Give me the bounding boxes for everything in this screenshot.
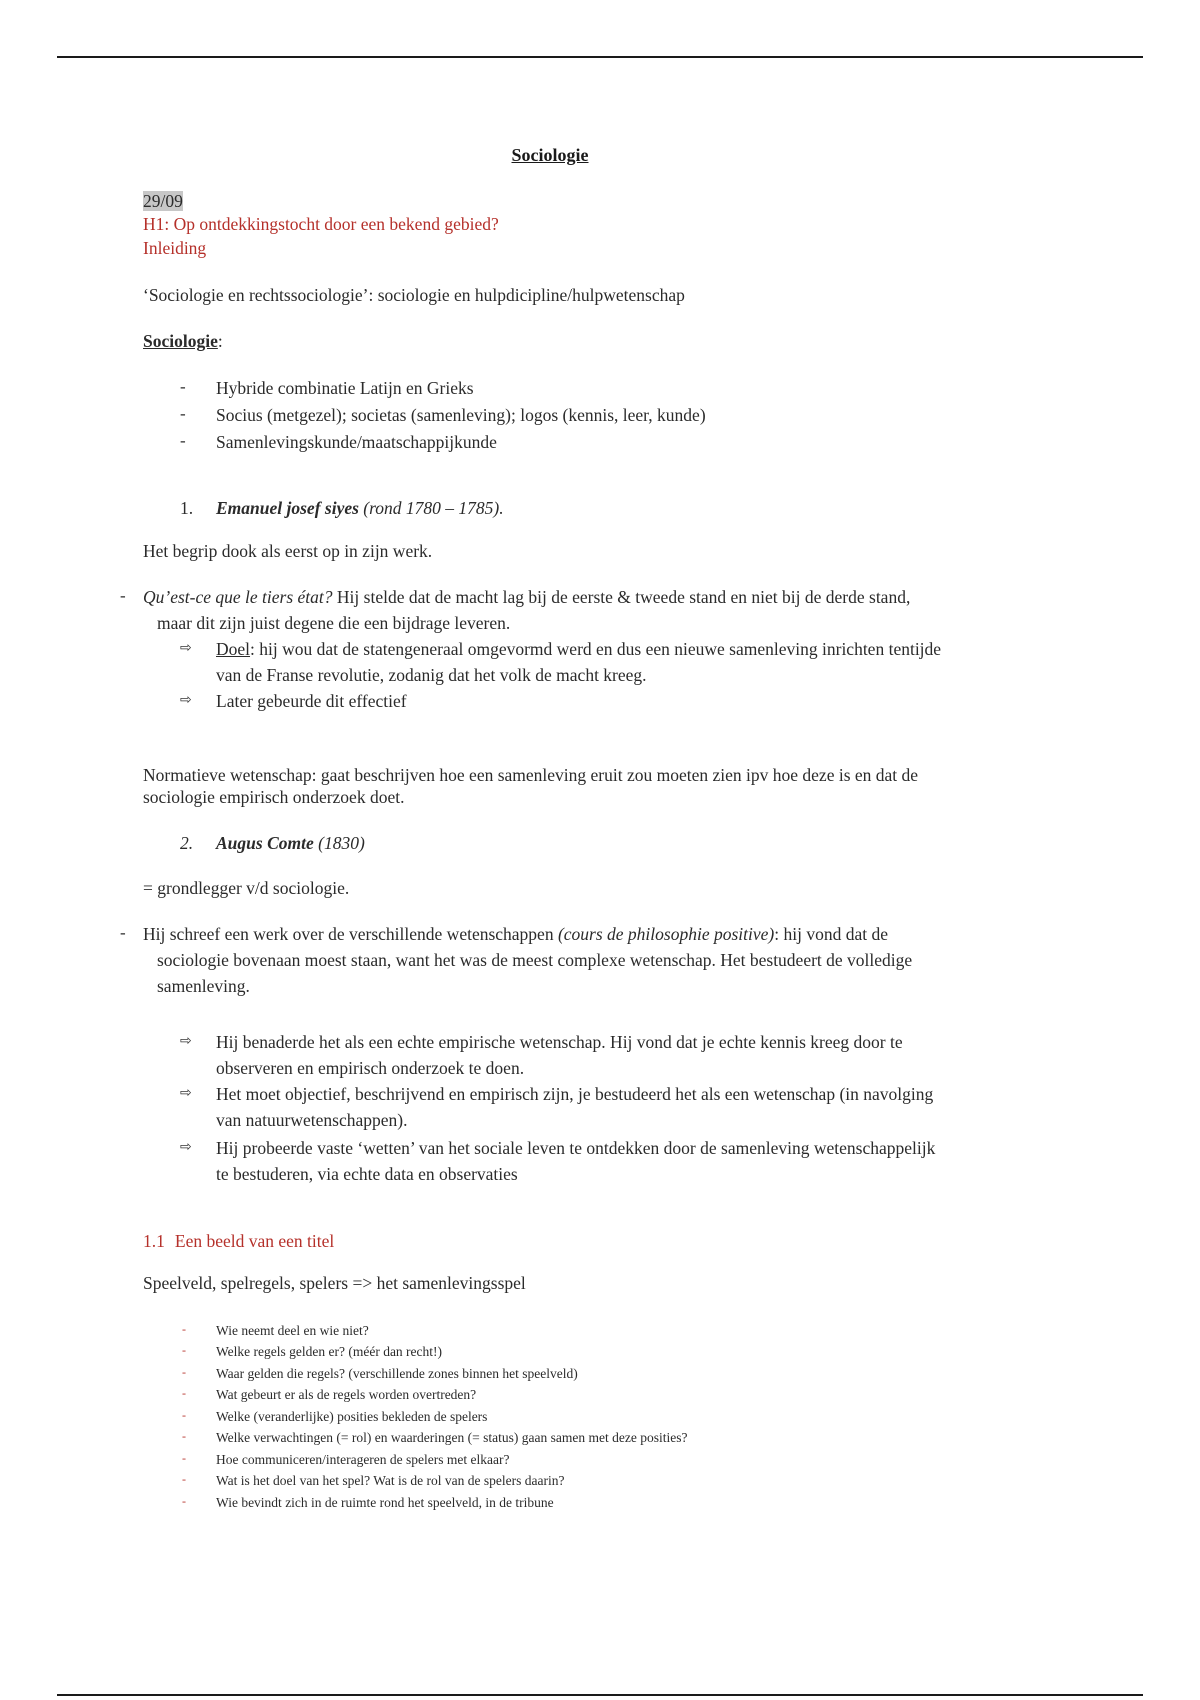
section-number: 1.1 bbox=[143, 1231, 165, 1251]
comte-text-a: Hij schreef een werk over de verschillende wetenschappen bbox=[143, 924, 558, 944]
item2-description: = grondlegger v/d sociologie. bbox=[143, 878, 350, 898]
bullet-dash: - bbox=[180, 431, 186, 450]
arrow-item-1-line-1: Hij benaderde het als een echte empirische wetenschap. Hij vond dat je echte kennis kreeg door te bbox=[216, 1032, 903, 1052]
intro-heading: Inleiding bbox=[143, 238, 207, 258]
question-dash: - bbox=[182, 1322, 186, 1336]
date-label bbox=[143, 190, 183, 212]
question-1: Wie neemt deel en wie niet? bbox=[216, 1323, 369, 1338]
question-4: Wat gebeurt er als de regels worden overtreden? bbox=[216, 1387, 477, 1402]
play-line: Speelveld, spelregels, spelers => het samenlevingsspel bbox=[143, 1273, 526, 1293]
question-dash: - bbox=[182, 1408, 186, 1422]
bullet-dash: - bbox=[120, 923, 126, 942]
chapter-heading: H1: Op ontdekkingstocht door een bekend gebied? bbox=[143, 214, 499, 234]
question-7: Hoe communiceren/interageren de spelers met elkaar? bbox=[216, 1452, 510, 1467]
arrow-item-1-line-2: observeren en empirisch onderzoek te doen. bbox=[216, 1058, 525, 1078]
arrow-icon: ⇨ bbox=[180, 1085, 192, 1101]
bullet-dash: - bbox=[120, 586, 126, 605]
arrow-item-3-line-1: Hij probeerde vaste ‘wetten’ van het sociale leven te ontdekken door de samenleving wetenschappelijk bbox=[216, 1138, 936, 1158]
arrow-item-2-line-1: Het moet objectief, beschrijvend en empirisch zijn, je bestudeerd het als een wetenschap (in navolging bbox=[216, 1084, 934, 1104]
question-dash: - bbox=[182, 1343, 186, 1357]
normative-line-2: sociologie empirisch onderzoek doet. bbox=[143, 787, 405, 807]
doel-label: Doel bbox=[216, 639, 251, 659]
normative-line-1: Normatieve wetenschap: gaat beschrijven hoe een samenleving eruit zou moeten zien ipv hoe deze is en dat de bbox=[143, 765, 919, 785]
sociologie-colon: : bbox=[217, 331, 223, 351]
section-title: Een beeld van een titel bbox=[174, 1231, 335, 1251]
comte-line-3: samenleving. bbox=[157, 976, 250, 996]
bullet-dash: - bbox=[180, 404, 186, 423]
arrow-icon: ⇨ bbox=[180, 640, 192, 656]
quote-line: ‘Sociologie en rechtssociologie’: sociologie en hulpdicipline/hulpwetenschap bbox=[143, 285, 685, 305]
item1-date: (rond 1780 – 1785). bbox=[358, 498, 504, 518]
arrow-icon: ⇨ bbox=[180, 692, 192, 708]
soc-bullet-1: Hybride combinatie Latijn en Grieks bbox=[216, 378, 474, 398]
question-dash: - bbox=[182, 1472, 186, 1486]
section-heading bbox=[143, 1230, 334, 1252]
bullet-dash: - bbox=[180, 377, 186, 396]
question-8: Wat is het doel van het spel? Wat is de rol van de spelers daarin? bbox=[216, 1473, 565, 1488]
doel-text: : hij wou dat de statengeneraal omgevormd werd en dus een nieuwe samenleving inrichten tentijde bbox=[250, 639, 942, 659]
later-line: Later gebeurde dit effectief bbox=[216, 691, 407, 711]
question-dash: - bbox=[182, 1451, 186, 1465]
footer-rule bbox=[57, 1694, 1143, 1696]
arrow-item-3-line-2: te bestuderen, via echte data en observaties bbox=[216, 1164, 518, 1184]
header-rule bbox=[57, 56, 1143, 58]
document-title: Sociologie bbox=[511, 145, 589, 165]
item2-name: Augus Comte bbox=[216, 833, 314, 853]
arrow-icon: ⇨ bbox=[180, 1033, 192, 1049]
tiers-etat-text: Hij stelde dat de macht lag bij de eerste & tweede stand en niet bij de derde stand, bbox=[332, 587, 911, 607]
question-dash: - bbox=[182, 1365, 186, 1379]
question-5: Welke (veranderlijke) posities bekleden de spelers bbox=[216, 1409, 488, 1424]
tiers-etat-line-2: maar dit zijn juist degene die een bijdrage leveren. bbox=[157, 613, 511, 633]
comte-text-b: : hij vond dat de bbox=[774, 924, 888, 944]
comte-work-title: (cours de philosophie positive) bbox=[557, 924, 775, 944]
question-dash: - bbox=[182, 1386, 186, 1400]
question-2: Welke regels gelden er? (méér dan recht!) bbox=[216, 1344, 443, 1359]
item2-heading bbox=[216, 832, 365, 854]
sociologie-label bbox=[143, 330, 223, 352]
item1-name: Emanuel josef siyes bbox=[216, 498, 359, 518]
comte-line-1 bbox=[143, 923, 888, 945]
item2-number: 2. bbox=[180, 833, 194, 853]
comte-line-2: sociologie bovenaan moest staan, want het was de meest complexe wetenschap. Het bestudeert de volledige bbox=[157, 950, 913, 970]
question-6: Welke verwachtingen (= rol) en waarderingen (= status) gaan samen met deze posities? bbox=[216, 1430, 688, 1445]
question-dash: - bbox=[182, 1429, 186, 1443]
item1-description: Het begrip dook als eerst op in zijn werk. bbox=[143, 541, 433, 561]
item1-heading bbox=[216, 497, 504, 519]
tiers-etat-line bbox=[143, 586, 910, 608]
soc-bullet-3: Samenlevingskunde/maatschappijkunde bbox=[216, 432, 497, 452]
soc-bullet-2: Socius (metgezel); societas (samenleving); logos (kennis, leer, kunde) bbox=[216, 405, 706, 425]
arrow-item-2-line-2: van natuurwetenschappen). bbox=[216, 1110, 408, 1130]
item1-number: 1. bbox=[180, 498, 194, 518]
tiers-etat-title: Qu’est-ce que le tiers état? bbox=[143, 587, 333, 607]
sociologie-term: Sociologie bbox=[143, 331, 218, 351]
question-dash: - bbox=[182, 1494, 186, 1508]
question-9: Wie bevindt zich in de ruimte rond het speelveld, in de tribune bbox=[216, 1495, 554, 1510]
date-highlight: 29/09 bbox=[143, 191, 183, 211]
item2-date: (1830) bbox=[313, 833, 365, 853]
question-3: Waar gelden die regels? (verschillende zones binnen het speelveld) bbox=[216, 1366, 578, 1381]
arrow-icon: ⇨ bbox=[180, 1139, 192, 1155]
doel-line bbox=[216, 638, 941, 660]
doel-line-2: van de Franse revolutie, zodanig dat het volk de macht kreeg. bbox=[216, 665, 647, 685]
